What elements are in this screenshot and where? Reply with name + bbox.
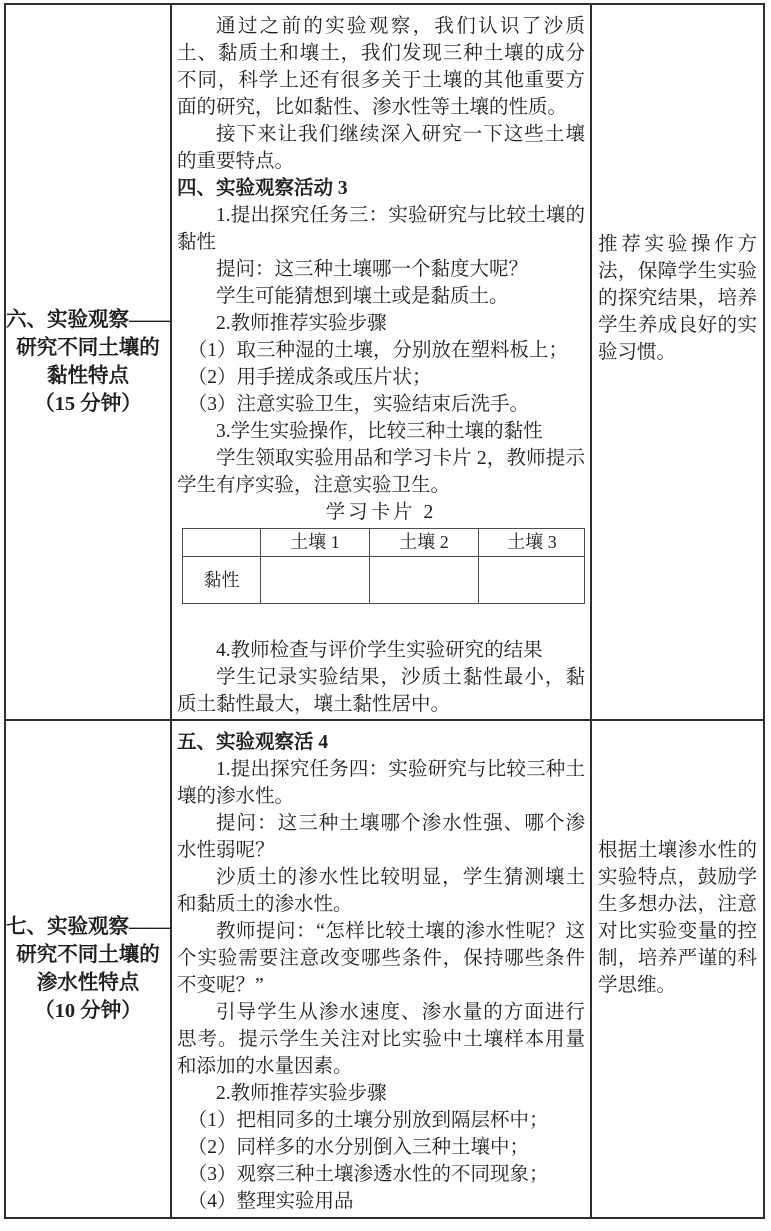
paragraph: 沙质土的渗水性比较明显，学生猜测壤土和黏质土的渗水性。 [177, 867, 585, 915]
paragraph: 通过之前的实验观察，我们认识了沙质土、黏质土和壤土，我们发现三种土壤的成分不同，科学上还有很多关于土壤的其他重要方面的研究，比如黏性、渗水性等土壤的性质。 [177, 16, 585, 118]
card-empty-cell [369, 556, 478, 603]
numbered-step: （3）注意实验卫生，实验结束后洗手。 [187, 394, 529, 415]
paragraph: 4.教师检查与评价学生实验研究的结果 [216, 640, 543, 661]
content-cell-permeability-activity [172, 719, 592, 1217]
paragraph: 学生可能猜想到壤土或是黏质土。 [216, 286, 509, 307]
stage-cell-activity-7 [6, 719, 172, 1217]
numbered-step: （2）用手搓成条或压片状； [187, 367, 432, 388]
note-cell-permeability [592, 719, 763, 1217]
paragraph: 提问：这三种土壤哪一个黏度大呢？ [216, 259, 529, 280]
stage-duration: （10 分钟） [34, 1000, 142, 1022]
paragraph: 教师提问：“怎样比较土壤的渗水性呢？这个实验需要注意改变哪些条件，保持哪些条件不变呢？” [177, 921, 585, 996]
paragraph: 提问：这三种土壤哪个渗水性强、哪个渗水性弱呢？ [177, 813, 585, 861]
card-header-soil-2: 土壤 2 [369, 528, 478, 556]
note-text: 根据土壤渗水性的实验特点，鼓励学生多想办法，注意对比实验变量的控制，培养严谨的科学思维。 [598, 840, 757, 996]
stage-title-line: 黏性特点 [47, 365, 129, 387]
content-cell-stickiness-activity [172, 5, 592, 719]
card-header-empty [182, 528, 260, 556]
paragraph: 学生记录实验结果，沙质土黏性最小，黏质土黏性最大，壤土黏性居中。 [177, 667, 585, 715]
stage-title-line: 研究不同土壤的 [16, 944, 160, 966]
card-empty-cell [478, 556, 585, 603]
paragraph: 引导学生从渗水速度、渗水量的方面进行思考。提示学生关注对比实验中土壤样本用量和添加的水量因素。 [177, 1002, 585, 1077]
learning-card [177, 499, 585, 604]
learning-card-table [182, 528, 585, 604]
stage-title-line: 六、实验观察—— [6, 309, 170, 331]
section-heading: 四、实验观察活动 3 [177, 178, 348, 199]
paragraph: 2.教师推荐实验步骤 [216, 313, 387, 334]
paragraph: 接下来让我们继续深入研究一下这些土壤的重要特点。 [177, 124, 585, 172]
stage-title-line: 七、实验观察—— [6, 916, 170, 938]
stage-cell-activity-6 [6, 5, 172, 719]
stage-title-line: 渗水性特点 [36, 972, 140, 994]
card-header-soil-3: 土壤 3 [478, 528, 585, 556]
section-heading: 五、实验观察活 4 [177, 732, 329, 753]
note-cell-stickiness [592, 5, 763, 719]
stage-title-line: 研究不同土壤的 [16, 337, 160, 359]
note-text: 推荐实验操作方法，保障学生实验的探究结果，培养学生养成良好的实验习惯。 [598, 234, 757, 363]
card-header-soil-1: 土壤 1 [260, 528, 369, 556]
paragraph: 3.学生实验操作，比较三种土壤的黏性 [216, 421, 543, 442]
numbered-step: （1）把相同多的土壤分别放到隔层杯中； [187, 1110, 549, 1131]
numbered-step: （1）取三种湿的土壤，分别放在塑料板上； [187, 340, 568, 361]
card-empty-cell [260, 556, 369, 603]
card-row-label: 黏性 [182, 556, 260, 603]
numbered-step: （3）观察三种土壤渗透水性的不同现象； [187, 1164, 549, 1185]
paragraph: 1.提出探究任务四：实验研究与比较三种土壤的渗水性。 [177, 759, 585, 807]
learning-card-title: 学习卡片 2 [325, 502, 437, 523]
paragraph: 2.教师推荐实验步骤 [216, 1083, 387, 1104]
numbered-step: （2）同样多的水分别倒入三种土壤中； [187, 1137, 529, 1158]
paragraph: 1.提出探究任务三：实验研究与比较土壤的黏性 [177, 205, 585, 253]
paragraph: 学生领取实验用品和学习卡片 2，教师提示学生有序实验，注意实验卫生。 [177, 448, 585, 496]
stage-duration: （15 分钟） [34, 393, 142, 415]
lesson-plan-table [4, 3, 765, 1219]
numbered-step: （4）整理实验用品 [187, 1191, 354, 1212]
